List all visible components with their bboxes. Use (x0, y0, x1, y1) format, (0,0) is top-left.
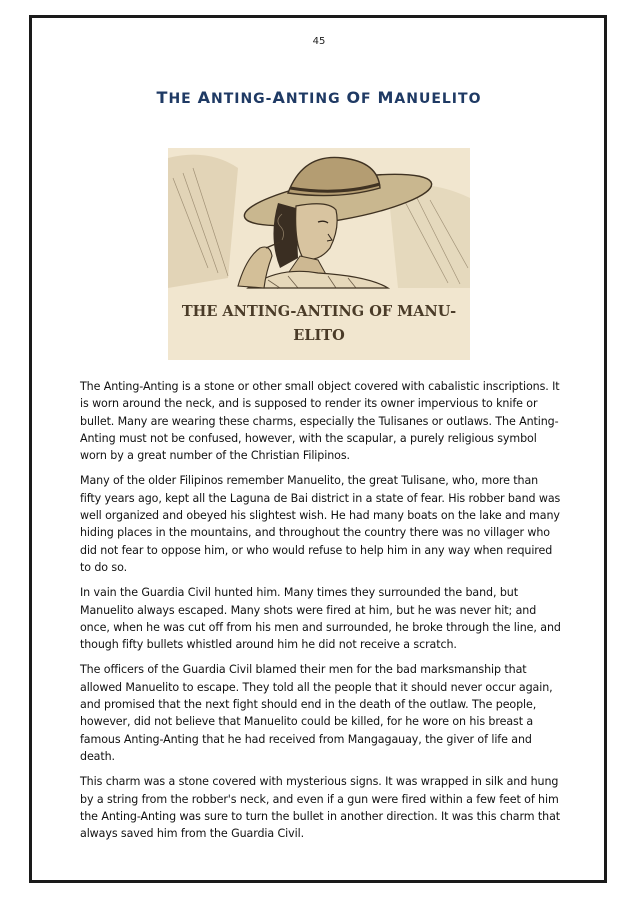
paragraph-2: Many of the older Filipinos remember Manuelito, the great Tulisane, who, more than fifty years ago, kept all the Laguna de Bai district in a state of fear. His robber band was well organized and obeyed his slightest wish. He had many boats on the lake and many hiding places in the mountains, and throughout the country there was no villager who did not fear to oppose him, or who would refuse to help him in any way when required to do so. (80, 474, 561, 574)
page-number: 45 (312, 36, 326, 47)
illustration-drawing (168, 148, 470, 360)
illustration-caption-line1: THE ANTING-ANTING OF MANU- (181, 303, 457, 320)
paragraph-3: In vain the Guardia Civil hunted him. Many times they surrounded the band, but Manuelito always escaped. Many shots were fired at him, but he was never hit; and once, when he was cut off from his men and surrounded, he broke through the line, and though fifty bullets whistled around him he did not receive a scratch. (80, 586, 561, 652)
title-rest-2: NTING- (210, 91, 273, 107)
title-rest-4: F (361, 91, 378, 107)
title-rest-5: ANUELITO (394, 91, 482, 107)
title-cap-5: M (377, 88, 395, 107)
title-cap-1: T (156, 88, 169, 107)
title-cap-4: O (346, 88, 362, 107)
title-rest-3: NTING (285, 91, 347, 107)
illustration-caption-line2: ELITO (293, 327, 345, 344)
manuelito-illustration (168, 148, 470, 360)
title-cap-2: A (197, 88, 211, 107)
paragraph-5: This charm was a stone covered with mysterious signs. It was wrapped in silk and hung by a string from the robber's neck, and even if a gun were fired within a few feet of him the Anting-Anting was sure to turn the bullet in another direction. It was this charm that always saved him from the Guardia Civil. (80, 775, 561, 841)
chapter-title (0, 88, 638, 107)
paragraph-1: The Anting-Anting is a stone or other small object covered with cabalistic inscriptions. It is worn around the neck, and is supposed to render its owner impervious to knife or bullet. Many are wearing these charms, especially the Tulisanes or outlaws. The Anting-Anting must not be confused, however, with the scapular, a purely religious symbol worn by a great number of the Christian Filipinos. (80, 380, 560, 463)
paragraph-4: The officers of the Guardia Civil blamed their men for the bad marksmanship that allowed Manuelito to escape. They told all the people that it should never occur again, and promised that the next fight should end in the death of the outlaw. The people, however, did not believe that Manuelito could be killed, for he wore on his breast a famous Anting-Anting that he had received from Mangagauay, the giver of life and death. (80, 663, 553, 763)
title-rest-1: HE (168, 91, 198, 107)
body-text (80, 378, 562, 850)
title-cap-3: A (272, 88, 286, 107)
